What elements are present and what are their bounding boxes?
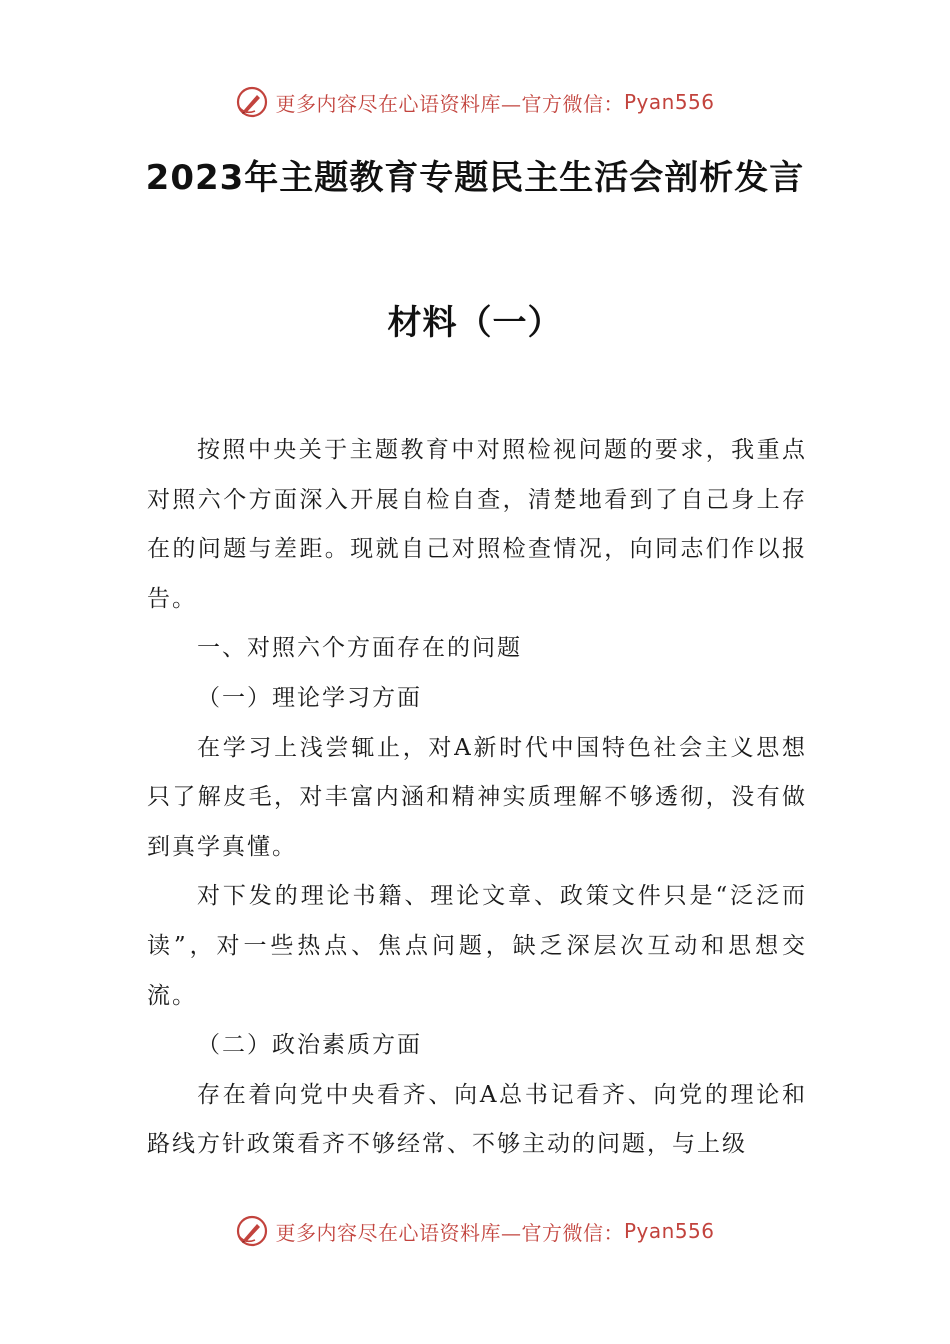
subsection-heading-politics: （二）政治素质方面 xyxy=(197,1032,422,1059)
pen-logo-icon xyxy=(235,1214,269,1248)
document-body xyxy=(147,426,807,1170)
header-watermark xyxy=(0,82,950,122)
watermark-text: 更多内容尽在心语资料库—官方微信： xyxy=(275,91,624,116)
paragraph-politics-1: 存在着向党中央看齐、向A总书记看齐、向党的理论和路线方针政策看齐不够经常、不够主动的问题，与上级 xyxy=(147,1081,807,1158)
paragraph-theory-1: 在学习上浅尝辄止，对A新时代中国特色社会主义思想只了解皮毛，对丰富内涵和精神实质理解不够透彻，没有做到真学真懂。 xyxy=(147,734,807,860)
watermark-wechat-id: Pyan556 xyxy=(623,1219,715,1243)
document-title-line-1: 2023年主题教育专题民主生活会剖析发言 xyxy=(145,158,805,198)
section-heading-1: 一、对照六个方面存在的问题 xyxy=(197,635,522,662)
subsection-heading-theory: （一）理论学习方面 xyxy=(197,684,422,711)
watermark-wechat-id: Pyan556 xyxy=(623,90,715,114)
watermark-text: 更多内容尽在心语资料库—官方微信： xyxy=(275,1220,624,1245)
paragraph-intro: 按照中央关于主题教育中对照检视问题的要求，我重点对照六个方面深入开展自检自查，清楚地看到了自己身上存在的问题与差距。现就自己对照检查情况，向同志们作以报告。 xyxy=(147,437,807,612)
paragraph-theory-2: 对下发的理论书籍、理论文章、政策文件只是“泛泛而读”，对一些热点、焦点问题，缺乏深层次互动和思想交流。 xyxy=(147,883,807,1009)
footer-watermark xyxy=(0,1211,950,1251)
document-title-line-2: 材料（一） xyxy=(387,303,563,343)
pen-logo-icon xyxy=(235,85,269,119)
